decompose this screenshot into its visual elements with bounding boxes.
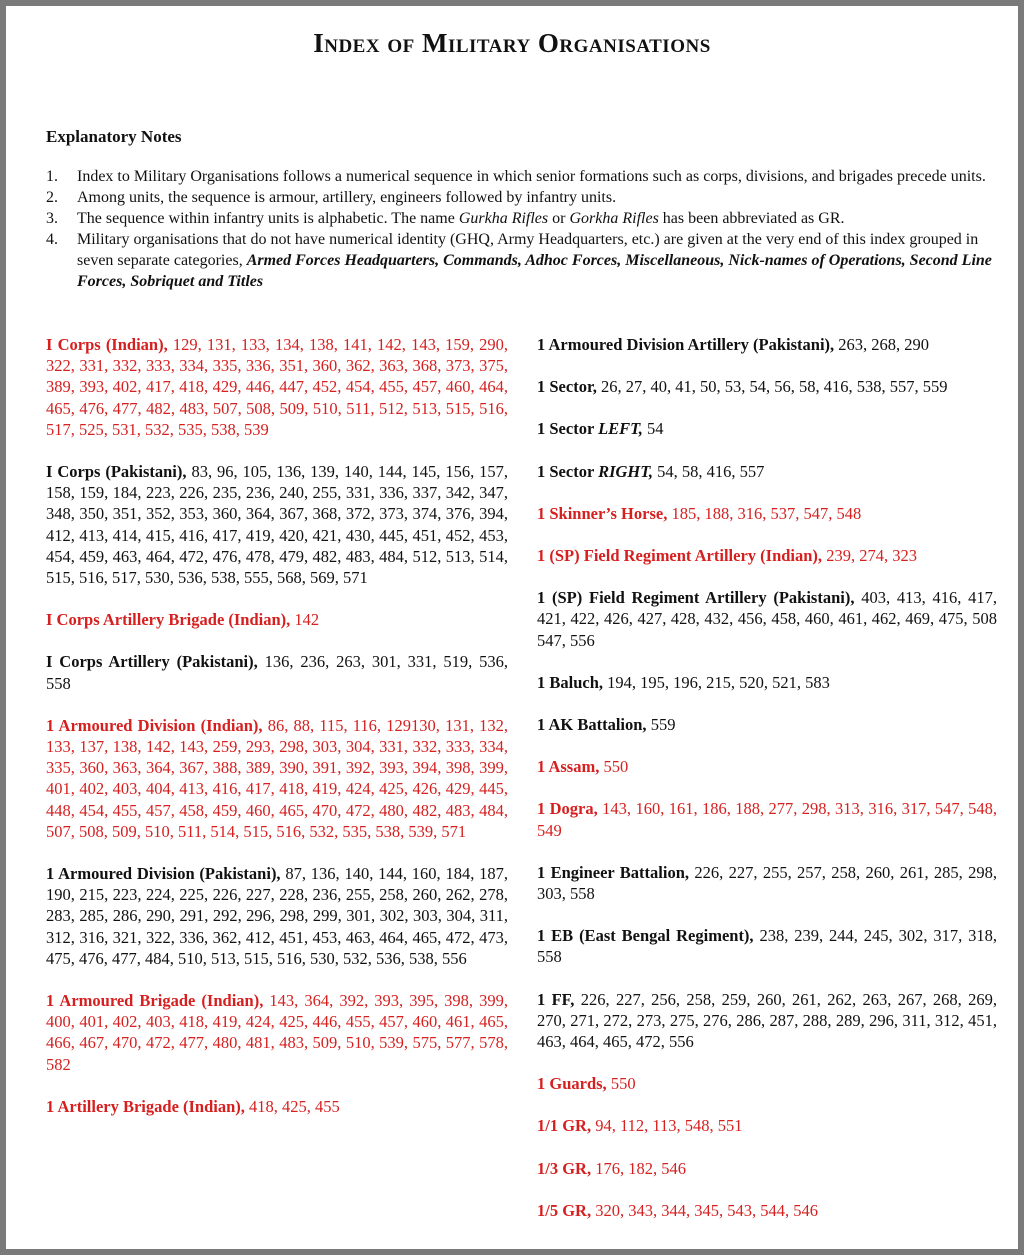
index-entry	[537, 376, 997, 397]
index-entry	[537, 714, 997, 735]
entry-name: I Corps Artillery Brigade (Indian),	[46, 610, 291, 630]
index-entry	[537, 925, 997, 967]
entry-pages: 143, 160, 161, 186, 188, 277, 298, 313, 316, 317, 547, 548, 549	[537, 799, 998, 840]
entry-name: 1 Armoured Brigade (Indian),	[46, 991, 264, 1011]
entry-name: 1 Sector	[537, 461, 599, 481]
index-entry	[537, 756, 997, 777]
entry-pages: 87, 136, 140, 144, 160, 184, 187, 190, 215, 223, 224, 225, 226, 227, 228, 236, 255, 258, 260, 262, 278, 283, 285, 286, 290, 291, 292, 296, 298, 299, 301, 302, 303, 304, 311, 312, 316, 321, 322, 336, 362, 412, 451, 453, 463, 464, 465, 472, 473, 475, 476, 477, 484, 510, 513, 515, 516, 530, 532, 536, 538, 556	[46, 864, 509, 968]
entry-pages: 239, 274, 323	[826, 546, 917, 566]
note-text: Military organisations that do not have numerical identity (GHQ, Army Headquarters, etc.) are given at the very end of this index grouped in seven separate categories,	[77, 231, 979, 269]
index-entry	[537, 334, 997, 355]
entry-name: 1 AK Battalion,	[537, 715, 647, 735]
entry-name-italic: LEFT,	[598, 419, 643, 439]
note-item	[46, 166, 998, 187]
entry-pages: 86, 88, 115, 116, 129130, 131, 132, 133, 137, 138, 142, 143, 259, 293, 298, 303, 304, 331, 332, 333, 334, 335, 360, 363, 364, 367, 388, 389, 390, 391, 392, 393, 394, 398, 399, 401, 402, 403, 404, 413, 416, 417, 418, 419, 424, 425, 426, 429, 445, 448, 454, 455, 457, 458, 459, 460, 465, 470, 472, 480, 482, 483, 484, 507, 508, 509, 510, 511, 514, 515, 516, 532, 535, 538, 539, 571	[46, 715, 509, 841]
entry-name: I Corps Artillery (Pakistani),	[46, 652, 258, 672]
note-italic: Gorkha Rifles	[569, 210, 659, 227]
index-entry	[46, 715, 508, 842]
page-title: Index of Military Organisations	[313, 28, 711, 58]
entry-pages: 320, 343, 344, 345, 543, 544, 546	[595, 1200, 818, 1220]
index-entry	[46, 863, 508, 969]
note-item	[46, 208, 998, 229]
entry-pages: 403, 413, 416, 417, 421, 422, 426, 427, 428, 432, 456, 458, 460, 461, 462, 469, 475, 508 547, 556	[537, 588, 997, 650]
entry-name: 1 Sector	[537, 419, 599, 439]
index-entry	[46, 461, 508, 588]
entry-pages: 143, 364, 392, 393, 395, 398, 399, 400, 401, 402, 403, 418, 419, 424, 425, 446, 455, 457, 460, 461, 465, 466, 467, 470, 472, 477, 480, 481, 483, 509, 510, 539, 575, 577, 578, 582	[46, 991, 508, 1074]
entry-name: 1 Armoured Division (Indian),	[46, 715, 263, 735]
entry-name: I Corps (Indian),	[46, 335, 168, 354]
note-text: has been abbreviated as GR.	[658, 210, 845, 227]
index-entry	[537, 672, 997, 693]
index-entry	[46, 334, 508, 440]
index-entry	[537, 545, 997, 566]
index-column-right	[537, 334, 997, 1242]
entry-pages: 185, 188, 316, 537, 547, 548	[671, 503, 862, 523]
entry-name: 1 FF,	[537, 989, 575, 1009]
entry-pages: 226, 227, 256, 258, 259, 260, 261, 262, 263, 267, 268, 269, 270, 271, 272, 273, 275, 276, 286, 287, 288, 289, 296, 311, 312, 451, 463, 464, 465, 472, 556	[537, 989, 997, 1052]
index-column-left	[46, 334, 508, 1138]
notes-heading: Explanatory Notes	[46, 127, 182, 146]
entry-pages: 559	[650, 715, 676, 735]
entry-name: 1 Armoured Division Artillery (Pakistani),	[537, 335, 835, 354]
note-number: 2.	[46, 189, 58, 206]
entry-pages: 418, 425, 455	[249, 1096, 340, 1116]
note-italic: Gurkha Rifles	[458, 210, 549, 227]
index-entry	[537, 862, 997, 904]
index-entry	[537, 1200, 997, 1221]
note-item	[46, 187, 998, 208]
index-entry	[537, 587, 997, 651]
entry-pages: 263, 268, 290	[838, 335, 930, 354]
entry-name: 1 Engineer Battalion,	[537, 862, 690, 882]
entry-name: 1 Armoured Division (Pakistani),	[46, 864, 281, 884]
entry-pages: 136, 236, 263, 301, 331, 519, 536, 558	[46, 652, 508, 693]
entry-pages: 550	[610, 1074, 636, 1094]
entry-name: 1 Assam,	[537, 757, 600, 777]
index-entry	[46, 1096, 508, 1117]
note-text: Index to Military Organisations follows a numerical sequence in which senior formations such as corps, divisions, and brigades precede units.	[77, 168, 986, 185]
entry-name: 1 Skinner’s Horse,	[537, 503, 668, 523]
note-text: or	[548, 210, 570, 227]
note-number: 3.	[46, 210, 58, 227]
index-entry	[537, 798, 997, 840]
entry-name: 1 Dogra,	[537, 799, 598, 819]
entry-name: 1 (SP) Field Regiment Artillery (Pakistani),	[537, 588, 855, 608]
entry-pages: 142	[294, 610, 320, 630]
index-entry	[537, 461, 997, 482]
entry-name: 1/5 GR,	[537, 1200, 592, 1220]
entry-pages: 94, 112, 113, 548, 551	[595, 1116, 743, 1136]
index-entry	[537, 989, 997, 1053]
index-entry	[46, 651, 508, 693]
entry-pages: 550	[603, 757, 629, 777]
entry-pages: 194, 195, 196, 215, 520, 521, 583	[607, 672, 830, 692]
index-entry	[537, 1158, 997, 1179]
entry-name: I Corps (Pakistani),	[46, 462, 187, 482]
note-text: Among units, the sequence is armour, artillery, engineers followed by infantry units.	[77, 189, 617, 206]
index-entry	[46, 990, 508, 1075]
entry-name: 1 Sector,	[537, 377, 597, 397]
entry-name: 1 (SP) Field Regiment Artillery (Indian),	[537, 546, 823, 566]
entry-pages: 176, 182, 546	[595, 1158, 686, 1178]
entry-pages: 238, 239, 244, 245, 302, 317, 318, 558	[537, 926, 998, 967]
note-number: 1.	[46, 168, 58, 185]
entry-name: 1 Artillery Brigade (Indian),	[46, 1096, 245, 1116]
entry-pages: 83, 96, 105, 136, 139, 140, 144, 145, 156, 157, 158, 159, 184, 223, 226, 235, 236, 240, 255, 331, 336, 337, 342, 347, 348, 350, 351, 352, 353, 360, 364, 367, 368, 372, 373, 374, 376, 394, 412, 413, 414, 415, 416, 417, 419, 420, 421, 430, 445, 451, 452, 453, 454, 459, 463, 464, 472, 476, 478, 479, 482, 483, 484, 512, 513, 514, 515, 516, 517, 530, 536, 538, 555, 568, 569, 571	[46, 462, 509, 588]
index-entry	[537, 503, 997, 524]
entry-name: 1 Baluch,	[537, 672, 604, 692]
index-entry	[537, 1073, 997, 1094]
entry-name: 1/1 GR,	[537, 1116, 592, 1136]
note-text: The sequence within infantry units is alphabetic. The name	[77, 210, 459, 227]
entry-name: 1 EB (East Bengal Regiment),	[537, 926, 754, 946]
explanatory-notes-list	[46, 166, 998, 292]
entry-pages: 54	[647, 419, 664, 439]
index-entry	[537, 418, 997, 439]
note-categories: Armed Forces Headquarters, Commands, Adhoc Forces, Miscellaneous, Nick-names of Operations, Second Line Forces, Sobriquet and Titles	[77, 252, 992, 290]
entry-name: 1/3 GR,	[537, 1158, 592, 1178]
entry-pages: 129, 131, 133, 134, 138, 141, 142, 143, 159, 290, 322, 331, 332, 333, 334, 335, 336, 351, 360, 362, 363, 368, 373, 375, 389, 393, 402, 417, 418, 429, 446, 447, 452, 454, 455, 457, 460, 464, 465, 476, 477, 482, 483, 507, 508, 509, 510, 511, 512, 513, 515, 516, 517, 525, 531, 532, 535, 538, 539	[46, 335, 508, 439]
entry-pages: 54, 58, 416, 557	[657, 461, 765, 481]
note-number: 4.	[46, 231, 58, 248]
index-entry	[537, 1115, 997, 1136]
note-item	[46, 229, 998, 292]
entry-pages: 226, 227, 255, 257, 258, 260, 261, 285, 298, 303, 558	[537, 862, 997, 904]
index-entry	[46, 609, 508, 630]
entry-name-italic: RIGHT,	[598, 461, 653, 481]
entry-name: 1 Guards,	[537, 1074, 607, 1094]
entry-pages: 26, 27, 40, 41, 50, 53, 54, 56, 58, 416, 538, 557, 559	[601, 377, 948, 397]
